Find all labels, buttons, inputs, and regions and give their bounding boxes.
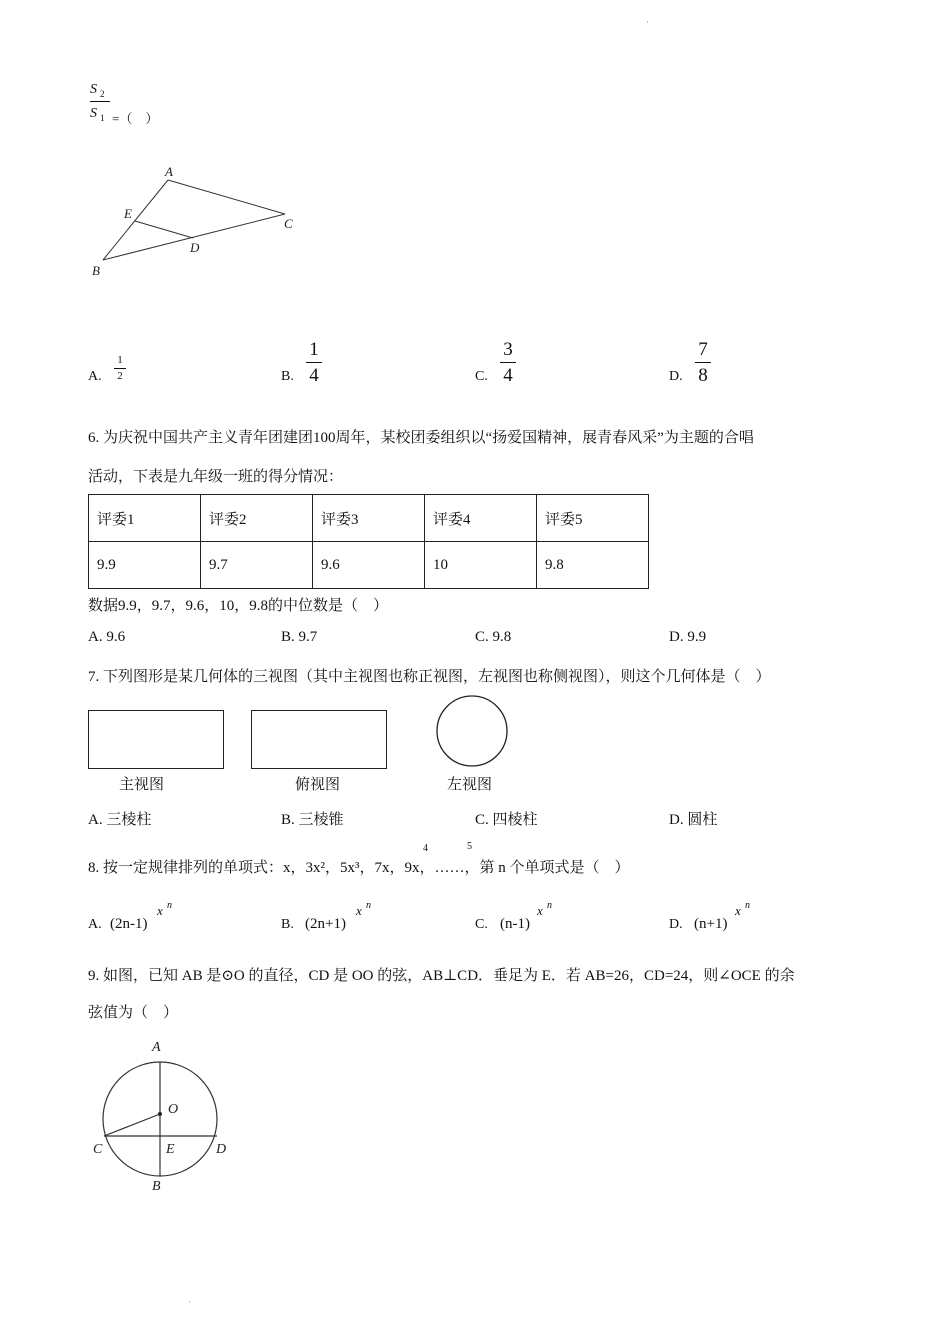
option-coefficient: (2n+1) xyxy=(305,916,346,932)
q6-score-table xyxy=(88,494,649,589)
option-variable: x xyxy=(735,903,741,918)
option-coefficient: (2n-1) xyxy=(110,916,148,932)
option-variable: x xyxy=(157,903,163,918)
q9-stem-line2: 弦值为（ ） xyxy=(88,1005,179,1021)
option-exponent: n xyxy=(167,900,172,911)
option-label: D. xyxy=(669,369,683,384)
q7-option-a[interactable]: A. 三棱柱 xyxy=(88,812,152,828)
table-header-row xyxy=(89,495,649,542)
option-label: A. xyxy=(88,917,102,932)
segment-oc xyxy=(104,1114,160,1136)
table-row xyxy=(89,542,649,589)
option-exponent: n xyxy=(366,900,371,911)
q8-exponent-4: 4 xyxy=(423,843,428,854)
label-o: O xyxy=(168,1102,179,1117)
q7-option-b[interactable]: B. 三棱锥 xyxy=(281,812,344,828)
q6-option-b[interactable]: B. 9.7 xyxy=(281,629,318,645)
q6-stem-line2: 活动，下表是九年级一班的得分情况： xyxy=(88,469,344,485)
label-c: C xyxy=(284,216,293,231)
q6-stem-line1: 6. 为庆祝中国共产主义青年团建团100周年，某校团委组织以“扬爱国精神，展青春风采”为主题的合唱 xyxy=(88,430,754,446)
q5-triangle-figure xyxy=(85,160,315,285)
option-label: C. xyxy=(475,917,488,932)
label-b: B xyxy=(92,263,100,278)
table-header-cell: 评委1 xyxy=(89,495,201,542)
q6-option-c[interactable]: C. 9.8 xyxy=(475,629,512,645)
bottom-dot: · xyxy=(188,1298,191,1307)
label-b: B xyxy=(152,1179,161,1194)
q9-stem-line1: 9. 如图，已知 AB 是⊙O 的直径，CD 是 OO 的弦，AB⊥CD．垂足为 E．若 AB=26，CD=24，则∠OCE 的余 xyxy=(88,968,795,984)
option-exponent: n xyxy=(547,900,552,911)
q7-option-c[interactable]: C. 四棱柱 xyxy=(475,812,538,828)
table-cell: 9.8 xyxy=(537,542,649,589)
table-header-cell: 评委2 xyxy=(201,495,313,542)
label-e: E xyxy=(166,1142,175,1157)
q8-stem-suffix: ，……，第 n 个单项式是（ ） xyxy=(419,860,630,876)
q8-stem xyxy=(88,856,630,877)
q9-circle-figure xyxy=(88,1035,248,1195)
top-dot: · xyxy=(646,18,649,27)
top-view-rectangle xyxy=(251,710,387,769)
table-cell: 10 xyxy=(425,542,537,589)
table-header-cell: 评委3 xyxy=(313,495,425,542)
option-coefficient: (n-1) xyxy=(500,916,530,932)
option-label: A. xyxy=(88,369,102,384)
table-cell: 9.6 xyxy=(313,542,425,589)
option-label: B. xyxy=(281,917,294,932)
option-label: C. xyxy=(475,369,488,384)
center-point xyxy=(158,1112,162,1116)
q7-option-d[interactable]: D. 圆柱 xyxy=(669,812,718,828)
q8-stem-prefix: 8. 按一定规律排列的单项式： xyxy=(88,860,284,876)
fraction: 7 8 xyxy=(695,340,711,385)
side-view-label: 左视图 xyxy=(447,777,493,793)
side-ac xyxy=(168,180,285,214)
top-view-label: 俯视图 xyxy=(295,777,341,793)
option-label: B. xyxy=(281,369,294,384)
label-d: D xyxy=(216,1142,227,1157)
table-cell: 9.7 xyxy=(201,542,313,589)
fraction: 1 4 xyxy=(306,340,322,385)
table-cell: 9.9 xyxy=(89,542,201,589)
q5-ratio: S 2 S 1 =（ ） xyxy=(90,82,159,126)
q8-exponent-5: 5 xyxy=(467,841,472,852)
option-exponent: n xyxy=(745,900,750,911)
option-variable: x xyxy=(537,903,543,918)
option-label: D. xyxy=(669,917,683,932)
side-view-circle xyxy=(434,694,512,772)
q6-option-d[interactable]: D. 9.9 xyxy=(669,629,707,645)
label-d: D xyxy=(190,240,200,255)
option-variable: x xyxy=(356,903,362,918)
label-a: A xyxy=(165,164,173,179)
fraction: 1 2 xyxy=(114,355,126,382)
q8-term5: ，9x xyxy=(389,860,420,876)
front-view-rectangle xyxy=(88,710,224,769)
table-header-cell: 评委4 xyxy=(425,495,537,542)
side-ab xyxy=(103,180,168,260)
front-view-label: 主视图 xyxy=(119,777,165,793)
fraction: 3 4 xyxy=(500,340,516,385)
option-coefficient: (n+1) xyxy=(694,916,728,932)
segment-ed xyxy=(135,221,193,238)
q7-stem: 7. 下列图形是某几何体的三视图（其中主视图也称正视图，左视图也称侧视图），则这个几何体是（ ） xyxy=(88,669,771,685)
label-c: C xyxy=(93,1142,103,1157)
table-header-cell: 评委5 xyxy=(537,495,649,542)
q6-question: 数据9.9，9.7，9.6，10，9.8的中位数是（ ） xyxy=(88,598,389,614)
label-e: E xyxy=(124,206,132,221)
q6-option-a[interactable]: A. 9.6 xyxy=(88,629,126,645)
q8-terms: x，3x²，5x³，7x xyxy=(283,860,390,876)
label-a: A xyxy=(152,1040,161,1055)
